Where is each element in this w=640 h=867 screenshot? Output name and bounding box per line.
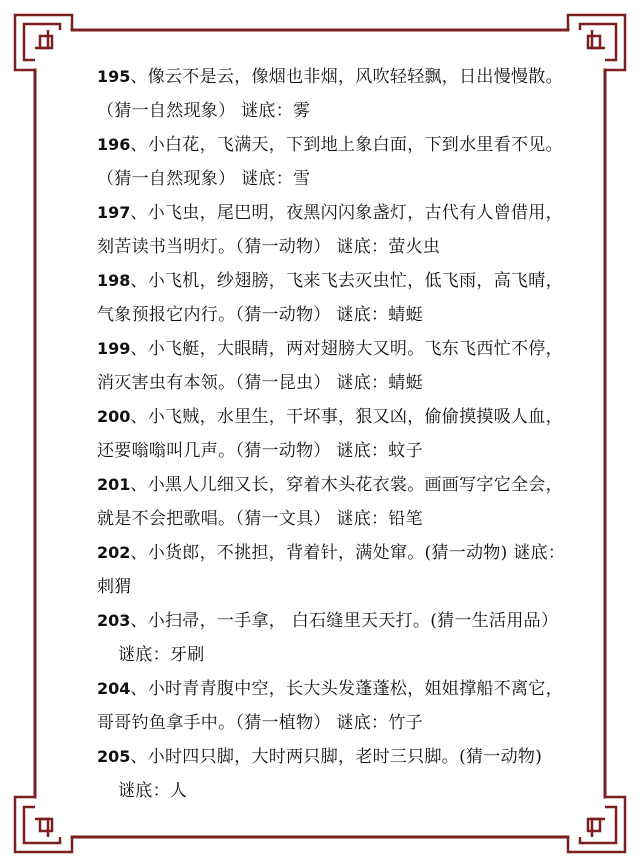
riddle-202-line-2: 刺猬 — [97, 577, 132, 597]
riddle-number: 204 — [97, 679, 131, 698]
riddle-text: 、小飞艇，大眼睛，两对翅膀大又明。飞东飞西忙不停， — [130, 339, 563, 359]
riddle-203-line-2: 谜底：牙刷 — [118, 645, 205, 665]
riddle-205-line-1 — [97, 746, 542, 768]
riddle-text: 、小时四只脚，大时两只脚，老时三只脚。(猜一动物) — [130, 747, 543, 767]
riddle-text: 、小飞贼，水里生，干坏事，狠又凶，偷偷摸摸吸人血， — [130, 407, 563, 427]
riddle-195-line-2: （猜一自然现象） 谜底：雾 — [97, 101, 311, 121]
riddle-198-line-1 — [97, 270, 563, 292]
riddle-text: 、小飞虫，尾巴明，夜黑闪闪象盏灯，古代有人曾借用， — [130, 203, 563, 223]
riddle-195-line-1 — [97, 66, 563, 88]
riddle-204-line-1 — [97, 678, 563, 700]
riddle-200-line-2: 还要嗡嗡叫几声。（猜一动物） 谜底：蚊子 — [97, 441, 423, 461]
riddle-number: 199 — [97, 339, 131, 358]
riddle-number: 200 — [97, 407, 131, 426]
riddle-198-line-2: 气象预报它内行。（猜一动物） 谜底：蜻蜓 — [97, 305, 423, 325]
riddle-200-line-1 — [97, 406, 563, 428]
corner-ornament-top-right — [568, 15, 625, 70]
riddle-number: 202 — [97, 543, 131, 562]
riddle-number: 195 — [97, 67, 131, 86]
riddle-number: 196 — [97, 135, 131, 154]
corner-ornament-top-left — [15, 15, 72, 70]
riddle-text: 、像云不是云，像烟也非烟，风吹轻轻飘，日出慢慢散。 — [130, 67, 563, 87]
riddle-201-line-1 — [97, 474, 563, 496]
riddle-text: 、小货郎，不挑担，背着针，满处窜。(猜一动物) 谜底： — [130, 543, 566, 563]
riddle-201-line-2: 就是不会把歌唱。（猜一文具） 谜底：铅笔 — [97, 509, 423, 529]
riddle-196-line-2: （猜一自然现象） 谜底：雪 — [97, 169, 311, 189]
riddle-text: 、小黑人儿细又长，穿着木头花衣裳。画画写字它全会， — [130, 475, 563, 495]
riddle-196-line-1 — [97, 134, 563, 156]
riddle-203-line-1 — [97, 610, 558, 632]
riddle-197-line-1 — [97, 202, 563, 224]
riddle-204-line-2: 哥哥钓鱼拿手中。（猜一植物） 谜底：竹子 — [97, 713, 423, 733]
riddle-197-line-2: 刻苦读书当明灯。（猜一动物） 谜底：萤火虫 — [97, 237, 441, 257]
riddle-199-line-2: 消灭害虫有本领。（猜一昆虫） 谜底：蜻蜓 — [97, 373, 423, 393]
riddle-number: 201 — [97, 475, 131, 494]
riddle-text: 、小飞机，纱翅膀，飞来飞去灭虫忙，低飞雨，高飞晴， — [130, 271, 563, 291]
corner-ornament-bottom-left — [15, 797, 72, 852]
riddle-number: 203 — [97, 611, 131, 630]
riddle-text: 、小扫帚，一手拿， 白石缝里天天打。(猜一生活用品） — [130, 611, 559, 631]
corner-ornament-bottom-right — [568, 797, 625, 852]
riddle-number: 198 — [97, 271, 131, 290]
riddle-number: 205 — [97, 747, 131, 766]
riddle-199-line-1 — [97, 338, 563, 360]
riddle-202-line-1 — [97, 542, 565, 564]
riddle-text: 、小白花，飞满天，下到地上象白面，下到水里看不见。 — [130, 135, 563, 155]
riddle-number: 197 — [97, 203, 131, 222]
riddle-text: 、小时青青腹中空，长大头发蓬蓬松，姐姐撑船不离它， — [130, 679, 563, 699]
riddle-205-line-2: 谜底：人 — [118, 781, 188, 801]
